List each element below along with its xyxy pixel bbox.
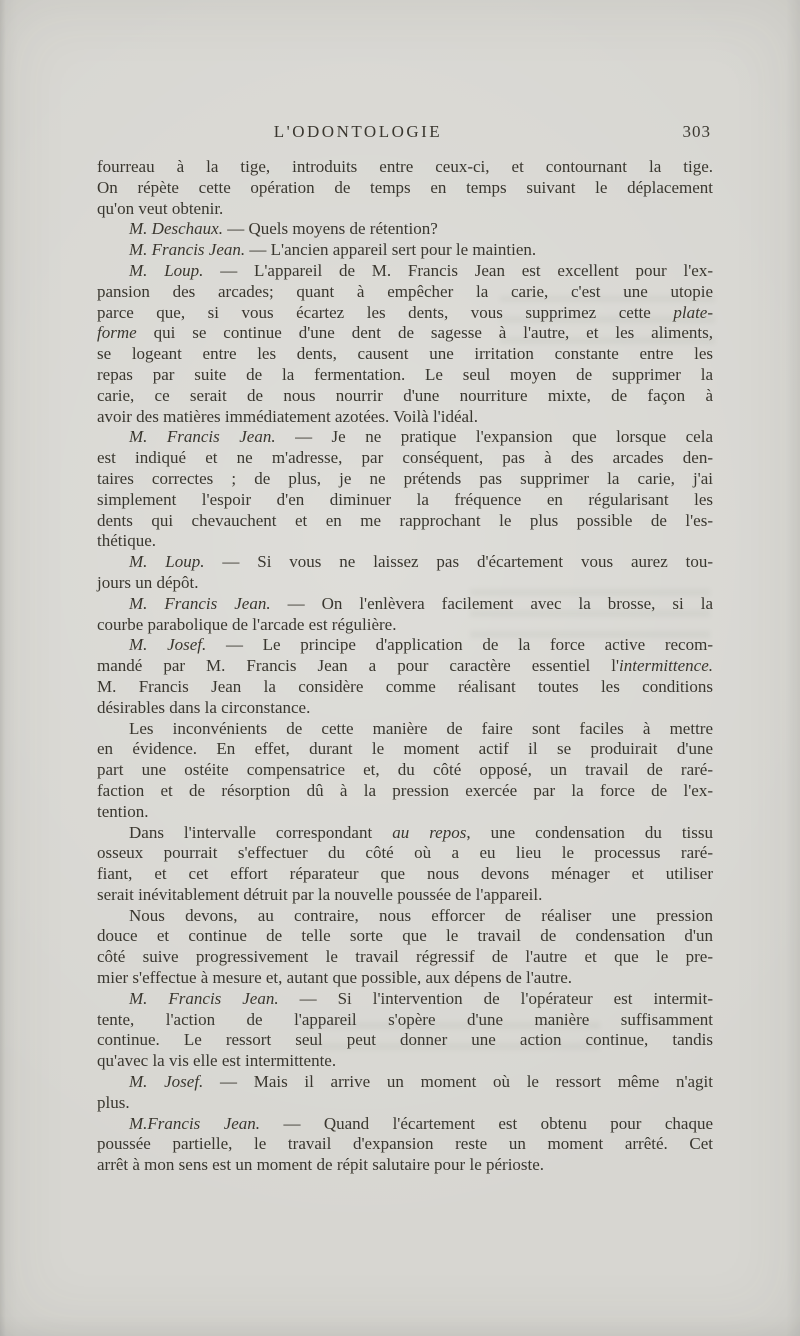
text-line: poussée partielle, le travail d'expansion reste un moment arrêté. Cet [97,1134,713,1154]
text-line: M. Deschaux. — Quels moyens de rétention? [129,219,438,239]
paragraph [97,552,713,594]
text-line: jours un dépôt. [97,572,199,592]
text-line: en évidence. En effet, durant le moment actif il se produirait d'une [97,739,713,759]
text-line: On répète cette opération de temps en temps suivant le déplacement [97,177,713,197]
text-line: Les inconvénients de cette manière de faire sont faciles à mettre [129,718,713,738]
text-line: qu'on veut obtenir. [97,198,224,218]
paragraph [97,906,713,989]
text-line: M. Francis Jean la considère comme réalisant toutes les conditions [97,676,713,696]
paragraph [97,427,713,552]
paragraph [97,240,713,261]
text-line: thétique. [97,531,157,551]
text-line: M. Josef. — Le principe d'application de la force active recom- [129,635,713,655]
text-line: désirables dans la circonstance. [97,697,311,717]
text-line: taires correctes ; de plus, je ne prétends pas supprimer la carie, j'ai [97,468,713,488]
text-line: est indiqué et ne m'adresse, par conséquent, pas à des arcades den- [97,448,713,468]
paragraph [97,635,713,718]
text-line: côté suive progressivement le travail régressif de l'autre et que le pre- [97,947,713,967]
paragraph [97,1114,713,1176]
text-line: carie, ce serait de nous nourrir d'une nourriture mixte, de façon à [97,385,713,405]
paragraph [97,219,713,240]
paragraph [97,1072,713,1114]
text-line: M.Francis Jean. — Quand l'écartement est obtenu pour chaque [129,1113,713,1133]
text-line: mier s'effectue à mesure et, autant que possible, aux dépens de l'autre. [97,968,573,988]
text-line: forme qui se continue d'une dent de sagesse à l'autre, et les aliments, [97,323,713,343]
text-line: M. Josef. — Mais il arrive un moment où le ressort même n'agit [129,1072,713,1092]
text-line: continue. Le ressort seul peut donner une action continue, tandis [97,1030,713,1050]
running-title: L'ODONTOLOGIE [273,122,443,141]
text-line: M. Francis Jean. — Si l'intervention de l'opérateur est intermit- [129,988,713,1008]
text-line: part une ostéite compensatrice et, du côté opposé, un travail de raré- [97,760,713,780]
text-line: M. Loup. — L'appareil de M. Francis Jean est excellent pour l'ex- [129,260,713,280]
text-line: M. Francis Jean. — On l'enlèvera facilement avec la brosse, si la [129,593,713,613]
text-line: douce et continue de telle sorte que le travail de condensation d'un [97,926,713,946]
text-line: M. Francis Jean. — L'ancien appareil sert pour le maintien. [129,240,537,260]
text-line: serait inévitablement détruit par la nouvelle poussée de l'appareil. [97,884,543,904]
text-line: courbe parabolique de l'arcade est régulière. [97,614,397,634]
text-line: avoir des matières immédiatement azotées. Voilà l'idéal. [97,406,479,426]
text-line: simplement l'espoir d'en diminuer la fréquence en régularisant les [97,489,713,509]
paragraph [97,261,713,427]
text-line: Dans l'intervalle correspondant au repos, une condensation du tissu [129,822,713,842]
text-line: se logeant entre les dents, causent une irritation constante entre les [97,344,713,364]
text-line: M. Francis Jean. — Je ne pratique l'expansion que lorsque cela [129,427,713,447]
page-body-text [97,157,713,1176]
text-line: fiant, et cet effort réparateur que nous devons ménager et utiliser [97,864,713,884]
text-line: fourreau à la tige, introduits entre ceux-ci, et contournant la tige. [97,157,713,176]
text-line: Nous devons, au contraire, nous efforcer de réaliser une pression [129,905,713,925]
text-line: parce que, si vous écartez les dents, vous supprimez cette plate- [97,302,713,322]
paragraph [97,719,713,823]
text-line: pansion des arcades; quant à empêcher la carie, c'est une utopie [97,281,713,301]
text-line: osseux pourrait s'effectuer du côté où a eu lieu le processus raré- [97,843,713,863]
text-line: qu'avec la vis elle est intermittente. [97,1051,337,1071]
text-line: tente, l'action de l'appareil s'opère d'une manière suffisamment [97,1009,713,1029]
text-line: M. Loup. — Si vous ne laissez pas d'écartement vous aurez tou- [129,552,713,572]
text-line: dents qui chevauchent et en me rapprochant le plus possible de l'es- [97,510,713,530]
text-line: repas par suite de la fermentation. Le seul moyen de supprimer la [97,364,713,384]
text-line: tention. [97,801,149,821]
text-line: arrêt à mon sens est un moment de répit salutaire pour le périoste. [97,1155,545,1175]
text-line: faction et de résorption dû à la pression exercée par la force de l'ex- [97,780,713,800]
text-line: mandé par M. Francis Jean a pour caractère essentiel l'intermittence. [97,656,713,676]
text-line: plus. [97,1092,130,1112]
paragraph [97,157,713,219]
page-header [97,122,713,144]
paragraph [97,989,713,1072]
paragraph [97,823,713,906]
page-number: 303 [682,122,711,141]
paragraph [97,594,713,636]
